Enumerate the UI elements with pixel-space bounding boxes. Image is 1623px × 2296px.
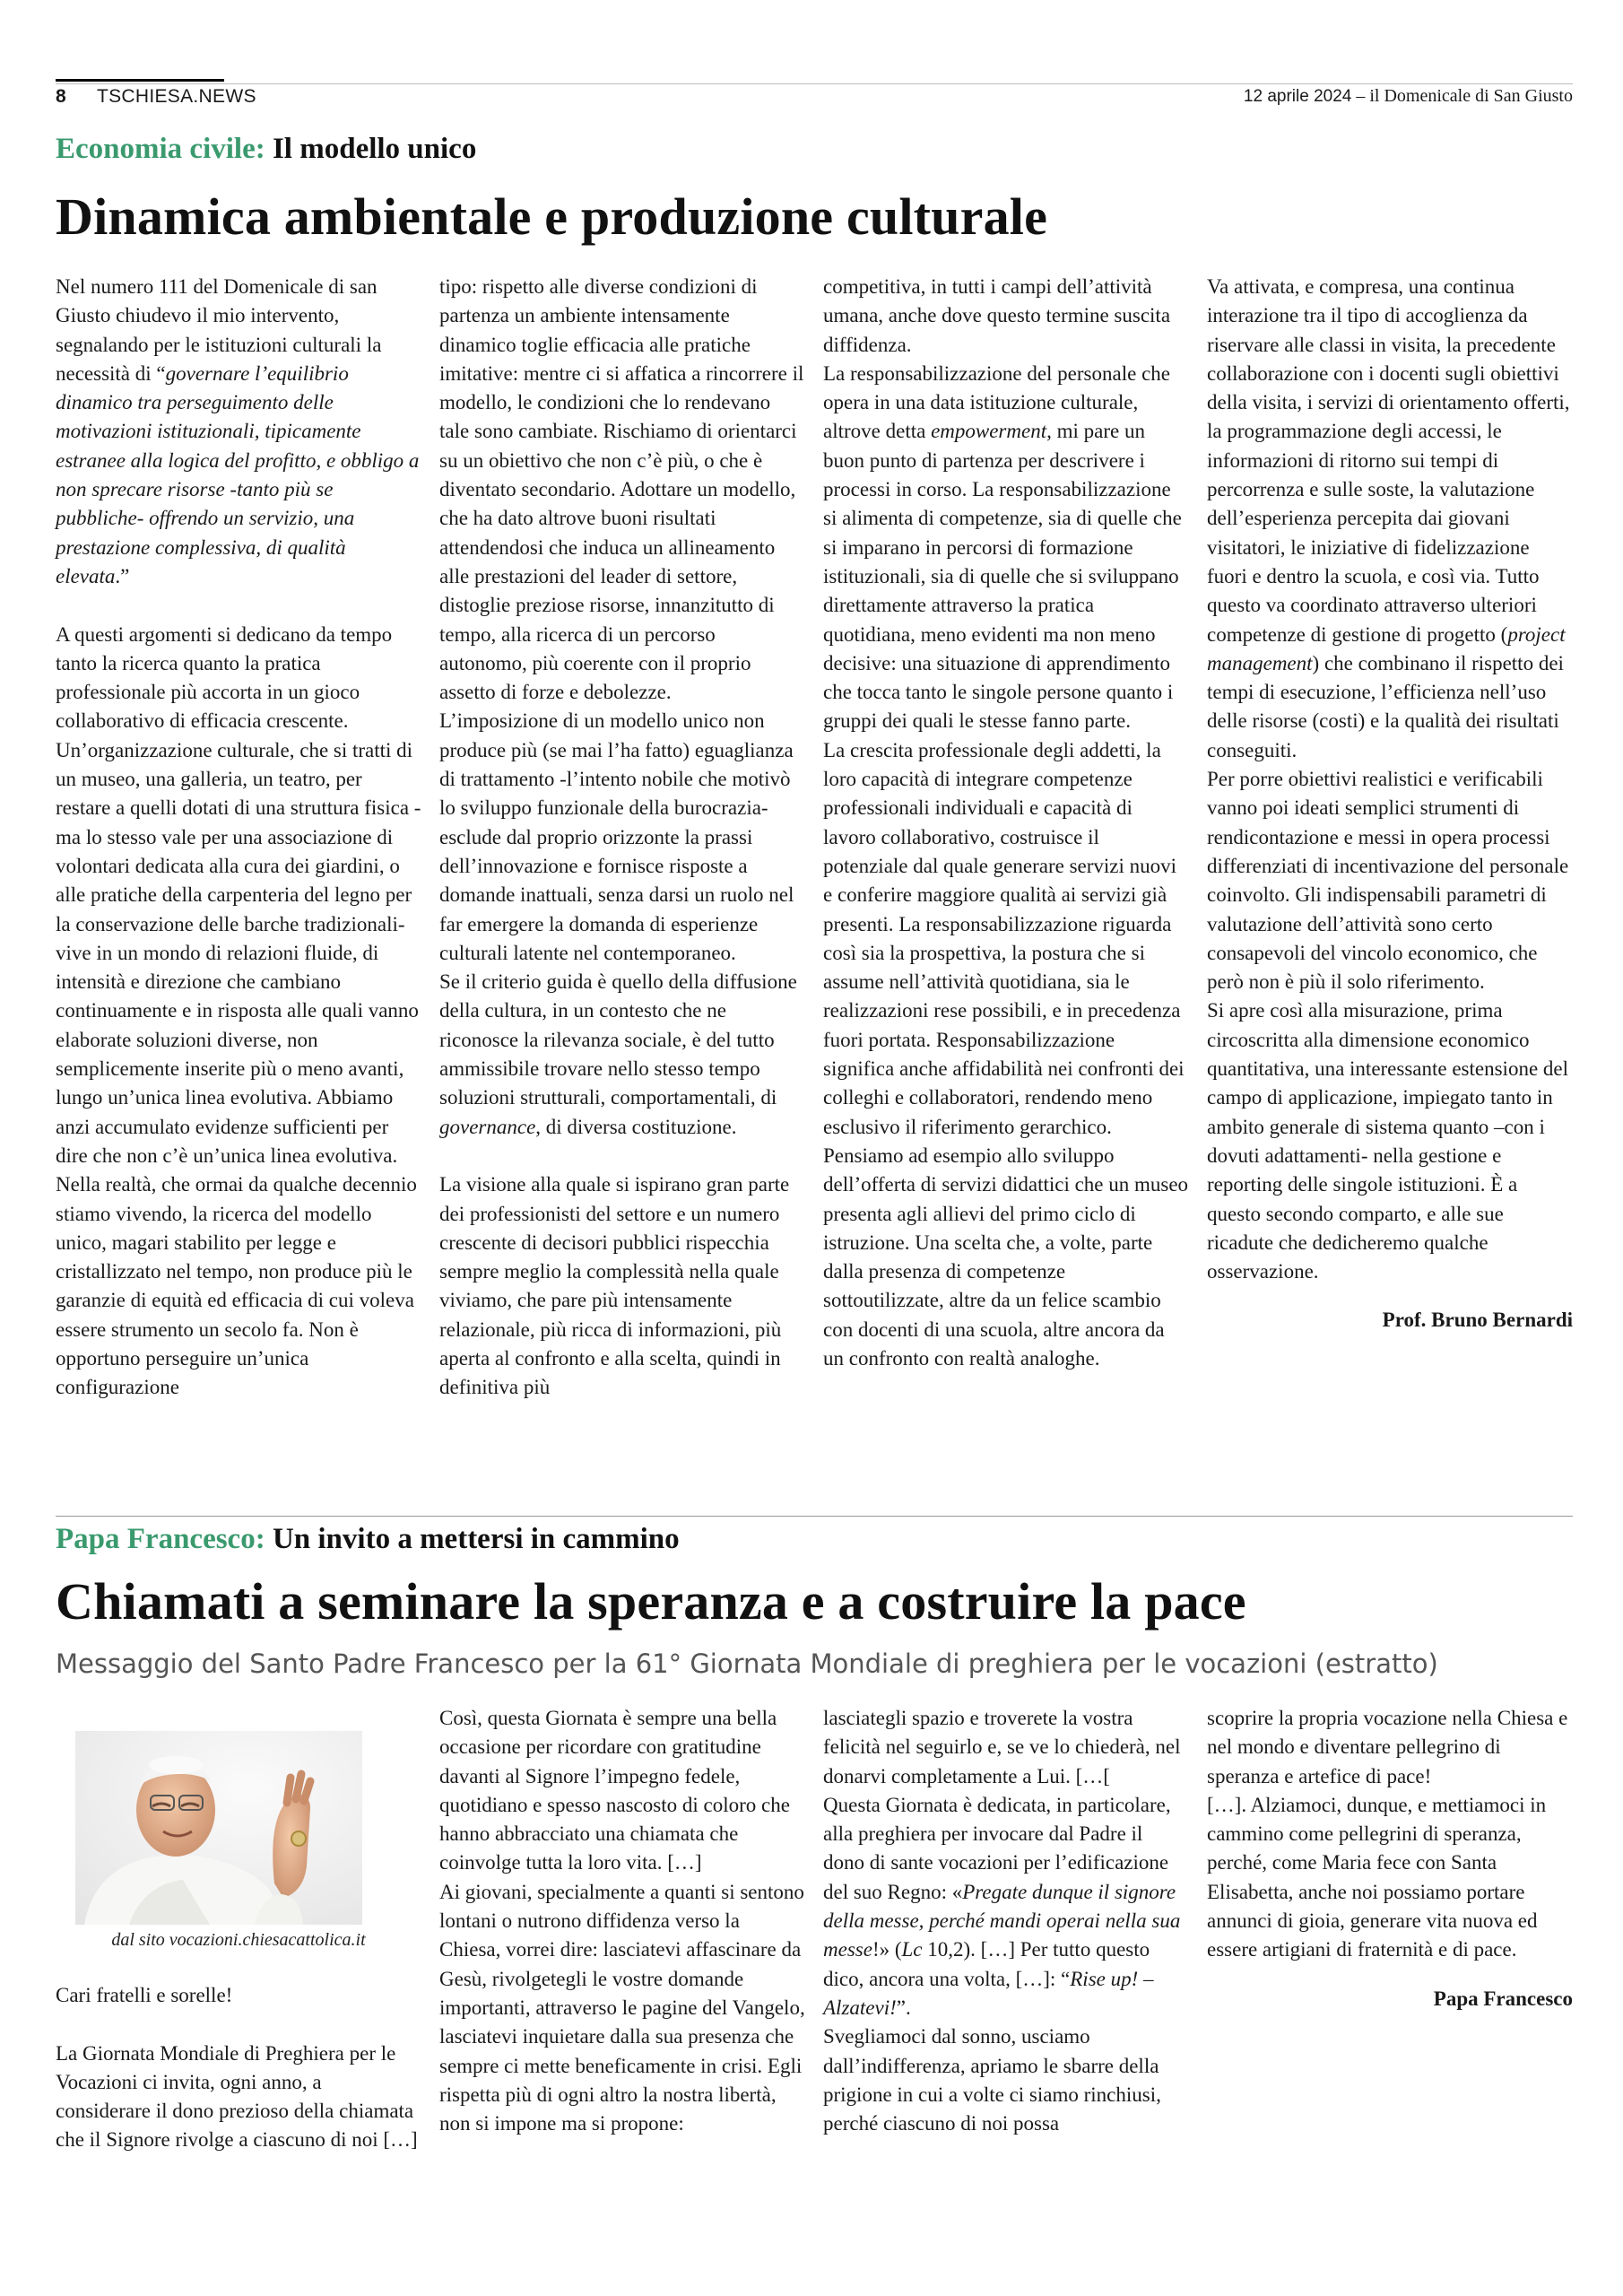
italic-text: Lc bbox=[901, 1938, 923, 1961]
paragraph: competitiva, in tutti i campi dell’attività umana, anche dove questo termine suscita diffidenza. bbox=[823, 275, 1171, 356]
article1-kicker-section: Economia civile: bbox=[56, 133, 265, 165]
paragraph: scoprire la propria vocazione nella Chiesa e nel mondo e diventare pellegrino di speranza e artefice di pace! bbox=[1207, 1707, 1568, 1787]
article1-kicker bbox=[56, 133, 476, 166]
paragraph: Si apre così alla misurazione, prima circoscritta alla dimensione economico quantitativa, una interessante estensione del campo di applicazione, impiegato tanto in ambito generale di sistema quanto –con i dovuti adattamenti- nella gestione e reporting delle singole istituzioni. È a questo secondo comparto, e alle sue ricadute che dedicheremo qualche osservazione. bbox=[1207, 999, 1569, 1283]
paragraph: Ai giovani, specialmente a quanti si sentono lontani o nutrono diffidenza verso la Chiesa, vorrei dire: lasciatevi affascinare da Gesù, rivolgetegli le vostre domande importanti, attraverso le pagine del Vangelo, lasciatevi inquietare dalla sua presenza che sempre ci mette beneficamente in crisi. Egli rispetta più di ogni altro la nostra libertà, non si impone ma si propone: bbox=[439, 1880, 805, 2135]
paragraph: Un’organizzazione culturale, che si tratti di un museo, una galleria, un teatro, per restare a quelli dotati di una struttura fisica -ma lo stesso vale per una associazione di volontari dedicata alla cura dei giardini, o alle pratiche della carpenteria del legno per la conservazione delle barche tradizionali- vive in un mondo di relazioni fluide, di intensità e direzione che cambiano continuamente e in risposta alle quali vanno elaborate soluzioni diverse, non semplicemente inserite più o meno avanti, lungo un’unica linea evolutiva. Abbiamo anzi accumulato evidenze sufficienti per dire che non c’è un’unica linea evolutiva. bbox=[56, 738, 421, 1167]
paragraph-gap bbox=[439, 1142, 805, 1170]
article2-subheadline: Messaggio del Santo Padre Francesco per la 61° Giornata Mondiale di preghiera per le vocazioni (estratto) bbox=[56, 1648, 1438, 1679]
author-signature: Papa Francesco bbox=[1433, 1987, 1573, 2010]
article1-column-3 bbox=[823, 273, 1189, 1373]
paragraph-gap bbox=[56, 2010, 421, 2039]
article2-column-2 bbox=[439, 1704, 805, 2138]
paragraph: Nella realtà, che ormai da qualche decennio stiamo vivendo, la ricerca del modello unico, magari stabilito per legge e cristallizzato nel tempo, non produce più le garanzie di equità ed efficacia di cui voleva essere strumento un secolo fa. Non è opportuno perseguire un’unica configurazione bbox=[56, 1173, 417, 1399]
italic-text: empowerment bbox=[931, 420, 1047, 443]
article1-headline: Dinamica ambientale e produzione culturale bbox=[56, 187, 1048, 246]
site-name: TSCHIESA.NEWS bbox=[97, 86, 256, 107]
paragraph: A questi argomenti si dedicano da tempo tanto la ricerca quanto la pratica professionale più accorta in un gioco collaborativo di efficacia crescente. bbox=[56, 622, 393, 733]
pope-photo bbox=[75, 1731, 362, 1925]
header-rule bbox=[56, 83, 1573, 84]
paragraph: La Giornata Mondiale di Preghiera per le Vocazioni ci invita, ogni anno, a considerare il dono prezioso della chiamata che il Signore rivolge a ciascuno di noi […] bbox=[56, 2041, 418, 2152]
paragraph: Pensiamo ad esempio allo sviluppo dell’offerta di servizi didattici che un museo presenta agli allievi del primo ciclo di istruzione. Una scelta che, a volte, parte dalla presenza di competenze sottoutilizzate, altre da un felice scambio con docenti di una scuola, altre ancora da un confronto con realtà analoghe. bbox=[823, 1144, 1189, 1370]
paragraph: Cari fratelli e sorelle! bbox=[56, 1984, 233, 2006]
article2-column-1 bbox=[56, 1981, 421, 2155]
paragraph: L’imposizione di un modello unico non produce più (se mai l’ha fatto) eguaglianza di trattamento -l’intento nobile che motivò lo sviluppo funzionale della burocrazia- esclude dal proprio orizzonte la prassi dell’innovazione e fornisce risposte a domande inattuali, senza darsi un ruolo nel far emergere la domanda di esperienze culturali latente nel contemporaneo. bbox=[439, 709, 794, 964]
paragraph: […]. Alziamoci, dunque, e mettiamoci in cammino come pellegrini di speranza, perché, come Maria fece con Santa Elisabetta, anche noi possiamo portare annunci di gioia, generare vita nuova ed essere artigiani di fraternità e di pace. bbox=[1207, 1793, 1547, 1961]
article1-column-2 bbox=[439, 273, 805, 1403]
photo-caption: dal sito vocazioni.chiesacattolica.it bbox=[111, 1930, 366, 1950]
article2-column-3 bbox=[823, 1704, 1189, 2138]
paragraph: Per porre obiettivi realistici e verificabili vanno poi ideati semplici strumenti di rendicontazione e messi in opera processi differenziati di incentivazione del personale coinvolto. Gli indispensabili parametri di valutazione dell’attività sono certo consapevoli del vincolo economico, che però non è più il solo riferimento. bbox=[1207, 768, 1569, 994]
italic-text: project management bbox=[1207, 622, 1566, 674]
paragraph: Va attivata, e compresa, una continua interazione tra il tipo di accoglienza da riservare alle classi in visita, la precedente collaborazione con i docenti sugli obiettivi della visita, i servizi di orientamento offerti, la programmazione degli accessi, le informazioni di ritorno sui tempi di percorrenza e sulle soste, la valutazione dell’esperienza percepita dai giovani visitatori, le iniziative di fidelizzazione fuori e dentro la scuola, e così via. Tutto questo va coordinato attraverso ulteriori competenze di gestione di progetto (project management) che combinano il rispetto dei tempi di esecuzione, l’efficienza nell’uso delle risorse (costi) e la qualità dei risultati conseguiti. bbox=[1207, 275, 1570, 761]
italic-text: governance bbox=[439, 1115, 536, 1138]
italic-text: Pregate dunque il signore della messe, perché mandi operai nella sua messe bbox=[823, 1880, 1181, 1961]
paragraph: La responsabilizzazione del personale che opera in una data istituzione culturale, altrove detta empowerment, mi pare un buon punto di partenza per descrivere i processi in corso. La responsabilizzazione si alimenta di competenze, sia di quelle che si imparano in percorsi di formazione istituzionali, sia di quelle che si sviluppano direttamente attraverso la pratica quotidiana, meno evidenti ma non meno decisive: una situazione di apprendimento che tocca tanto le singole persone quanto i gruppi dei quali le stesse fanno parte. bbox=[823, 361, 1182, 733]
author-signature: Prof. Bruno Bernardi bbox=[1382, 1309, 1573, 1332]
page-number: 8 bbox=[56, 86, 66, 107]
header-accent-rule bbox=[56, 79, 224, 82]
paragraph: Se il criterio guida è quello della diffusione della cultura, in un contesto che ne riconosce la rilevanza sociale, è del tutto ammissibile trovare nello stesso tempo soluzioni strutturali, comportamentali, di governance, di diversa costituzione. bbox=[439, 970, 797, 1138]
pope-photo-illustration bbox=[75, 1731, 362, 1925]
paragraph: Nel numero 111 del Domenicale di san Giusto chiudevo il mio intervento, segnalando per le istituzioni culturali la necessità di “governare l’equilibrio dinamico tra perseguimento delle motivazioni istituzionali, tipicamente estranee alla logica del profitto, e obbligo a non sprecare risorse -tanto più se pubbliche- offrendo un servizio, una prestazione complessiva, di qualità elevata.” bbox=[56, 275, 420, 587]
article1-column-1 bbox=[56, 273, 421, 1403]
issue-date: 12 aprile 2024 bbox=[1243, 87, 1352, 106]
paragraph: tipo: rispetto alle diverse condizioni di partenza un ambiente intensamente dinamico toglie efficacia alle pratiche imitative: mentre ci si affatica a rincorrere il modello, le condizioni che lo rendevano tale sono cambiate. Rischiamo di orientarci su un obiettivo che non c’è più, o che è diventato secondario. Adottare un modello, che ha dato altrove buoni risultati attendendosi che induca un allineamento alle prestazioni del leader di settore, distoglie preziose risorse, innanzitutto di tempo, alla ricerca di un percorso autonomo, più coerente con il proprio assetto di forze e debolezze. bbox=[439, 275, 804, 704]
article2-column-4 bbox=[1207, 1704, 1573, 2013]
article2-kicker-section: Papa Francesco: bbox=[56, 1523, 265, 1555]
italic-text: governare l’equilibrio dinamico tra perseguimento delle motivazioni istituzionali, tipicamente estranee alla logica del profitto, e obbligo a non sprecare risorse -tanto più se pubbliche- offrendo un servizio, una prestazione complessiva, di qualità elevata bbox=[56, 361, 420, 587]
paragraph: lasciategli spazio e troverete la vostra felicità nel seguirlo e, se ve lo chiederà, nel donarvi completamente a Lui. […[ bbox=[823, 1707, 1181, 1787]
article1-column-4 bbox=[1207, 273, 1573, 1335]
article1-kicker-title: Il modello unico bbox=[272, 133, 477, 165]
section-divider bbox=[56, 1516, 1573, 1517]
issue-info bbox=[1244, 86, 1573, 107]
paragraph: Questa Giornata è dedicata, in particolare, alla preghiera per invocare dal Padre il dono di sante vocazioni per l’edificazione del suo Regno: «Pregate dunque il signore della messe, perché mandi operai nella sua messe!» (Lc 10,2). […] Per tutto questo dico, ancora una volta, […]: “Rise up! – Alzatevi!”. bbox=[823, 1793, 1181, 2019]
article2-headline: Chiamati a seminare la speranza e a costruire la pace bbox=[56, 1572, 1246, 1631]
italic-text: Rise up! – Alzatevi! bbox=[823, 1967, 1154, 2019]
paragraph: La crescita professionale degli addetti, la loro capacità di integrare competenze professionali individuali e capacità di lavoro collaborativo, costruisce il potenziale dal quale generare servizi nuovi e conferire maggiore qualità ai servizi già presenti. La responsabilizzazione riguarda così sia la prospettiva, la postura che si assume nell’attività quotidiana, sia le realizzazioni rese possibili, e in precedenza fuori portata. Responsabilizzazione significa anche affidabilità nei confronti dei colleghi e collaboratori, rendendo meno esclusivo il riferimento gerarchico. bbox=[823, 738, 1185, 1138]
paragraph-gap bbox=[56, 591, 421, 620]
paragraph: Svegliamoci dal sonno, usciamo dall’indifferenza, apriamo le sbarre della prigione in cui a volte ci siamo rinchiusi, perché ciascuno di noi possa bbox=[823, 2025, 1161, 2135]
article2-kicker bbox=[56, 1523, 680, 1556]
article2-kicker-title: Un invito a mettersi in cammino bbox=[272, 1523, 680, 1555]
paragraph: Così, questa Giornata è sempre una bella occasione per ricordare con gratitudine davanti al Signore l’impegno fedele, quotidiano e spesso nascosto di coloro che hanno abbracciato una chiamata che coinvolge tutta la loro vita. […] bbox=[439, 1707, 790, 1874]
paragraph: La visione alla quale si ispirano gran parte dei professionisti del settore e un numero crescente di decisori pubblici rispecchia sempre meglio la complessità nella quale viviamo, che pare più intensamente relazionale, più ricca di informazioni, più aperta al confronto e alla scelta, quindi in definitiva più bbox=[439, 1173, 790, 1399]
publication-name: – il Domenicale di San Giusto bbox=[1351, 86, 1573, 106]
